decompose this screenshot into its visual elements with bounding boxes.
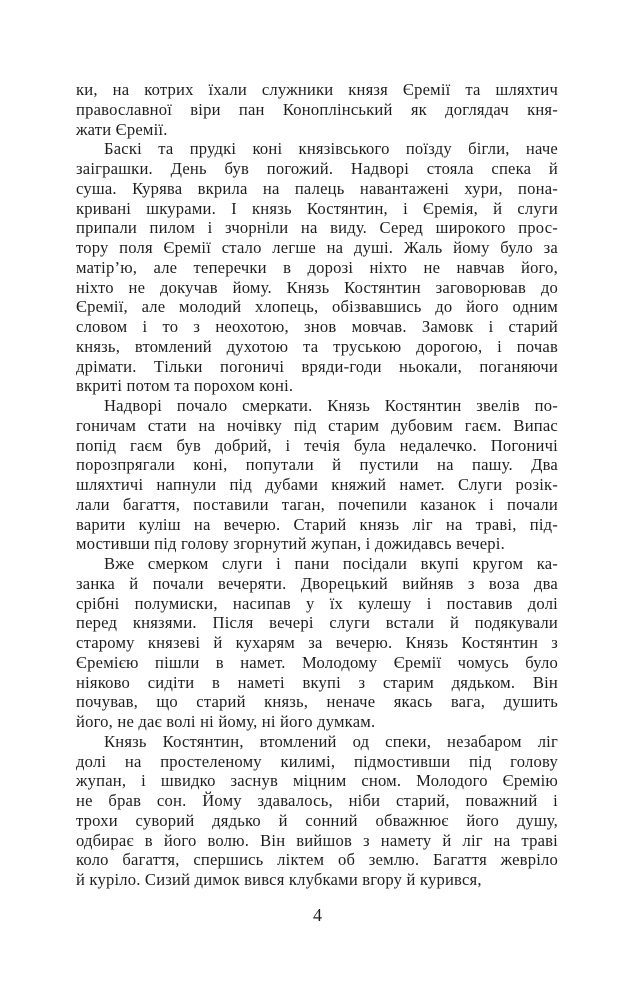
text-line: порозпрягали коні, попутали й пустили на пашу. Два bbox=[76, 455, 558, 475]
text-line: дрімати. Тільки погоничі вряди-годи ньокали, поганяючи bbox=[76, 356, 558, 376]
text-line: долі на простеленому килимі, підмостивши під голову bbox=[76, 751, 558, 771]
text-line: князь, втомлений духотою та труською дорогою, і почав bbox=[76, 336, 558, 356]
text-column bbox=[76, 80, 558, 890]
text-line: матір’ю, але теперечки в дорозі ніхто не навчав його, bbox=[76, 257, 558, 277]
paragraph bbox=[76, 732, 558, 890]
text-line: заіграшки. День був погожий. Надворі стояла спека й bbox=[76, 159, 558, 178]
text-line: ніяково сидіти в наметі вкупі з старим дядьком. Він bbox=[76, 672, 558, 692]
text-line: варити куліш на вечерю. Старий князь ліг на траві, під- bbox=[76, 514, 558, 534]
page-number: 4 bbox=[313, 905, 322, 925]
text-line: словом і то з неохотою, знов мовчав. Замовк і старий bbox=[76, 317, 558, 336]
text-line: й куріло. Сизий димок вився клубками вгору й курився, bbox=[76, 870, 482, 889]
text-line: не брав сон. Йому здавалось, ніби старий, поважний і bbox=[76, 791, 558, 810]
text-line: мостивши під голову згорнутий жупан, і дожидавсь вечері. bbox=[76, 534, 505, 554]
text-line: старому князеві й кухарям за вечерю. Князь Костянтин з bbox=[76, 633, 558, 652]
text-line: припали пилом і зчорніли на виду. Серед широкого прос- bbox=[76, 218, 558, 238]
text-line: лали багаття, поставили таган, почепили казанок і почали bbox=[76, 494, 558, 514]
text-line: Князь Костянтин, втомлений од спеки, незабаром ліг bbox=[104, 731, 558, 751]
text-line: трохи суворий дядько й сонний обважнює його душу, bbox=[76, 810, 558, 830]
text-line: гоничам стати на ночівку під старим дубовим гаєм. Випас bbox=[76, 415, 558, 435]
text-line: коло багаття, спершись ліктем об землю. Багаття жевріло bbox=[76, 850, 558, 870]
text-line: Єремією пішли в намет. Молодому Єремії чомусь було bbox=[76, 652, 558, 672]
paragraph bbox=[76, 396, 558, 554]
text-line: кривані шкурами. І князь Костянтин, і Єремія, й слуги bbox=[76, 198, 558, 218]
text-line: вкриті потом та порохом коні. bbox=[76, 376, 294, 396]
text-line: Надворі почало смеркати. Князь Костянтин звелів по- bbox=[104, 396, 558, 415]
paragraph bbox=[76, 80, 558, 139]
text-line: ки, на котрих їхали служники князя Єремії та шляхтич bbox=[76, 80, 558, 99]
text-line: його, не дає волі ні йому, ні його думкам. bbox=[76, 712, 376, 731]
text-line: срібні полумиски, насипав у їх кулешу і поставив долі bbox=[76, 593, 558, 613]
text-line: почував, що старий князь, неначе якась вага, душить bbox=[76, 692, 558, 712]
text-line: суша. Курява вкрила на палець навантажені хури, пона- bbox=[76, 178, 558, 198]
text-line: жупан, і швидко заснув міцним сном. Молодого Єремію bbox=[76, 771, 558, 791]
text-line: Єремії, але молодий хлопець, обізвавшись до його одним bbox=[76, 297, 558, 317]
text-line: занка й почали вечеряти. Дворецький вийняв з воза два bbox=[76, 573, 558, 593]
text-line: православної віри пан Коноплінський як доглядач кня- bbox=[76, 99, 558, 119]
paragraph bbox=[76, 139, 558, 396]
text-line: тору поля Єремії стало легше на душі. Жаль йому було за bbox=[76, 238, 558, 257]
paragraph bbox=[76, 554, 558, 732]
text-line: жати Єремії. bbox=[76, 119, 168, 139]
text-line: Вже смерком слуги і пани посідали вкупі кругом ка- bbox=[104, 554, 558, 573]
text-line: попід гаєм був добрий, і течія була недалечко. Погоничі bbox=[76, 435, 558, 455]
text-line: ніхто не докучав йому. Князь Костянтин заговорював до bbox=[76, 277, 558, 297]
text-line: шляхтичі напнули під дубами княжий намет. Слуги розік- bbox=[76, 475, 558, 494]
text-line: перед князями. Після вечері слуги встали й подякували bbox=[76, 613, 558, 633]
text-line: Баскі та прудкі коні князівського поїзду бігли, наче bbox=[104, 139, 558, 159]
text-line: одбирає в його волю. Він вийшов з намету й ліг на траві bbox=[76, 830, 558, 850]
